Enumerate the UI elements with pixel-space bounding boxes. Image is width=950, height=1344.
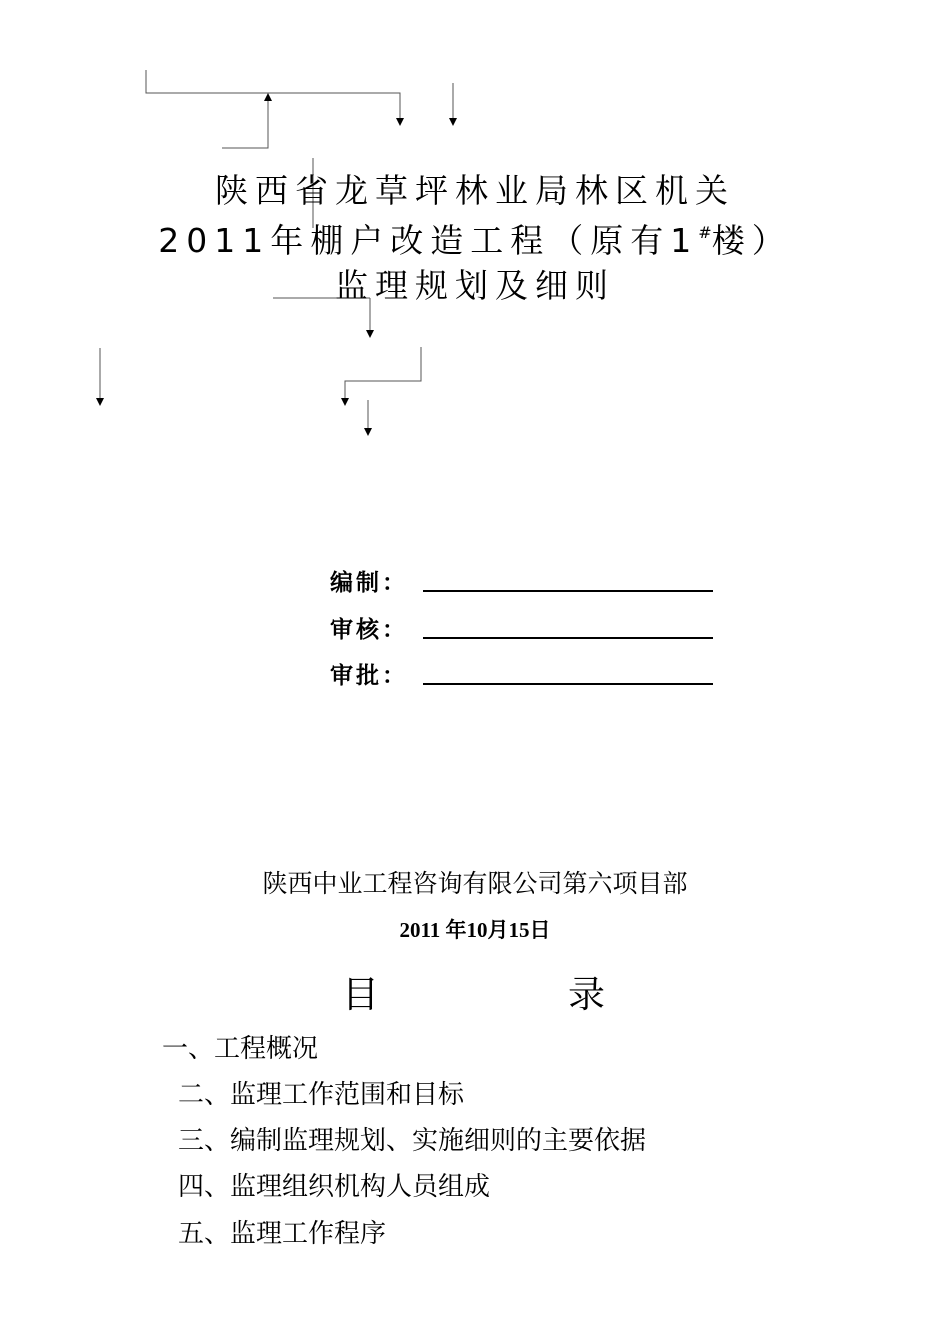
approve-label: 审批：: [330, 663, 408, 689]
approve-field[interactable]: [423, 683, 713, 685]
compile-label: 编制：: [330, 570, 408, 596]
review-label: 审核：: [330, 617, 408, 643]
review-field[interactable]: [423, 637, 713, 639]
document-date: 2011 年10月15日: [399, 918, 551, 942]
title-line-3: 监理规划及细则: [335, 266, 615, 305]
toc-item[interactable]: 一、工程概况: [162, 1034, 319, 1064]
toc-heading-left: 目: [342, 973, 379, 1016]
toc-item[interactable]: 三、编制监理规划、实施细则的主要依据: [178, 1126, 647, 1156]
title-line-2: 2011年棚户改造工程（原有1#楼）: [158, 221, 792, 260]
toc-item[interactable]: 五、监理工作程序: [178, 1219, 387, 1249]
title-line-1: 陕西省龙草坪林业局林区机关: [215, 171, 735, 210]
toc-heading-right: 录: [568, 973, 605, 1016]
company-name: 陕西中业工程咨询有限公司第六项目部: [262, 869, 688, 898]
toc-item[interactable]: 二、监理工作范围和目标: [178, 1080, 465, 1110]
compile-field[interactable]: [423, 590, 713, 592]
toc-item[interactable]: 四、监理组织机构人员组成: [178, 1172, 491, 1202]
